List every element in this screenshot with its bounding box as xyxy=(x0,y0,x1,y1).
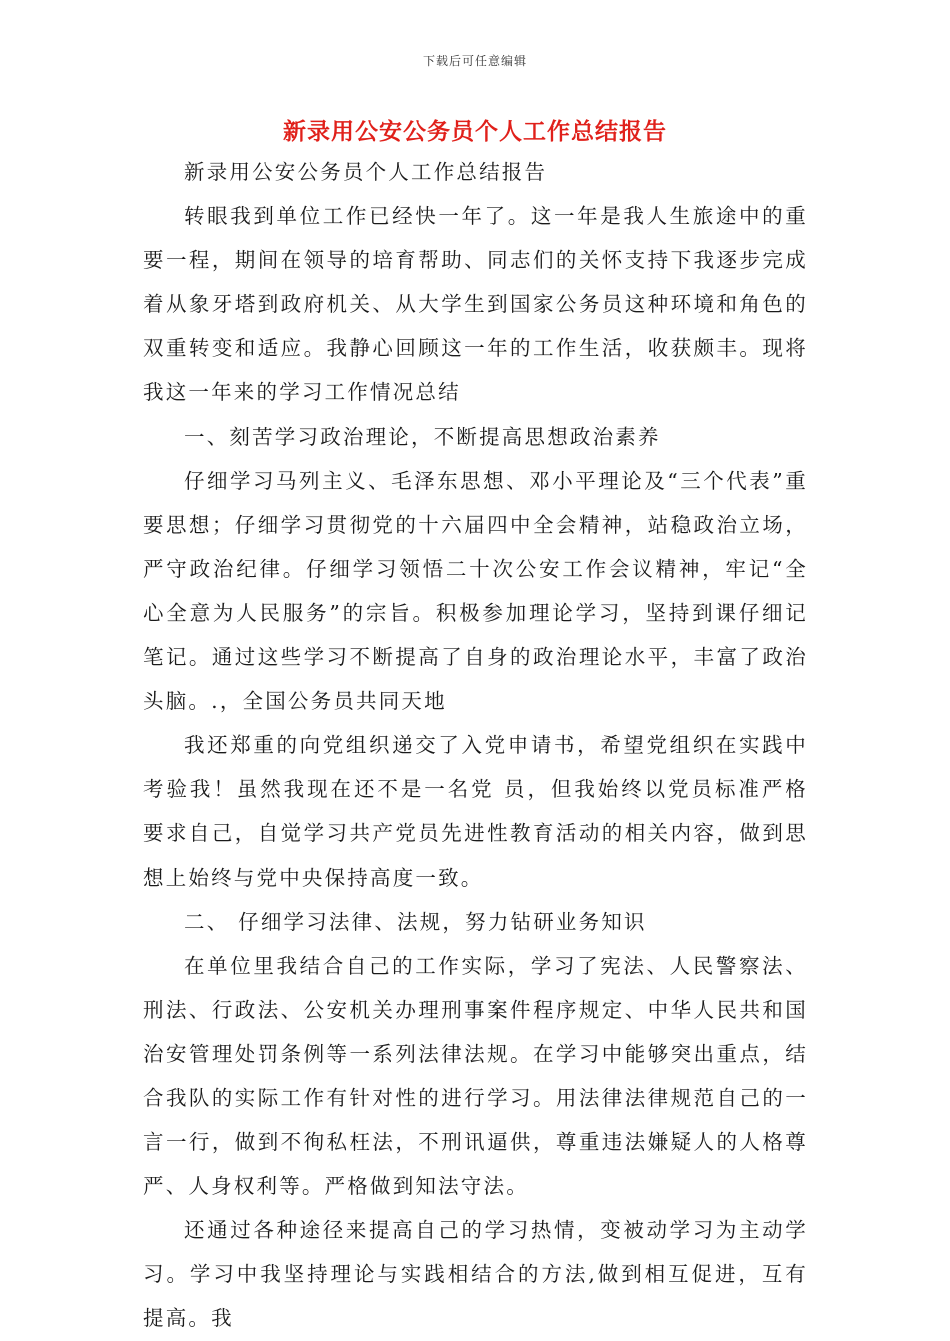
document-title: 新录用公安公务员个人工作总结报告 xyxy=(283,118,667,145)
paragraph: 仔细学习马列主义、毛泽东思想、邓小平理论及“三个代表”重要思想；仔细学习贯彻党的十六届四中全会精神，站稳政治立场，严守政治纪律。仔细学习领悟二十次公安工作会议精神，牢记“全心全意为人民服务”的宗旨。积极参加理论学习，坚持到课仔细记笔记。通过这些学习不断提高了自身的政治理论水平，丰富了政治头脑。.，全国公务员共同天地 xyxy=(143,468,808,714)
section-heading: 二、 仔细学习法律、法规，努力钻研业务知识 xyxy=(184,909,647,934)
section-heading: 一、刻苦学习政治理论，不断提高思想政治素养 xyxy=(184,424,661,449)
paragraph: 转眼我到单位工作已经快一年了。这一年是我人生旅途中的重要一程，期间在领导的培育帮助、同志们的关怀支持下我逐步完成着从象牙塔到政府机关、从大学生到国家公务员这种环境和角色的双重转变和适应。我静心回顾这一年的工作生活，收获颇丰。现将我这一年来的学习工作情况总结 xyxy=(143,204,808,405)
paragraph-subtitle: 新录用公安公务员个人工作总结报告 xyxy=(184,160,548,184)
header-note: 下载后可任意编辑 xyxy=(422,54,527,68)
paragraph: 还通过各种途径来提高自己的学习热情，变被动学习为主动学习。学习中我坚持理论与实践相结合的方法,做到相互促进，互有提高。我 xyxy=(143,1218,808,1331)
paragraph: 我还郑重的向党组织递交了入党申请书，希望党组织在实践中考验我！虽然我现在还不是一名党 员，但我始终以党员标准严格要求自己，自觉学习共产党员先进性教育活动的相关内容，做到思想上始终与党中央保持高度一致。 xyxy=(143,733,808,890)
document-body xyxy=(143,150,808,1341)
paragraph: 在单位里我结合自己的工作实际，学习了宪法、人民警察法、刑法、行政法、公安机关办理刑事案件程序规定、中华人民共和国治安管理处罚条例等一系列法律法规。在学习中能够突出重点，结合我队的实际工作有针对性的进行学习。用法律法律规范自己的一言一行，做到不徇私枉法，不刑讯逼供，尊重违法嫌疑人的人格尊严、人身权利等。严格做到知法守法。 xyxy=(143,953,808,1199)
